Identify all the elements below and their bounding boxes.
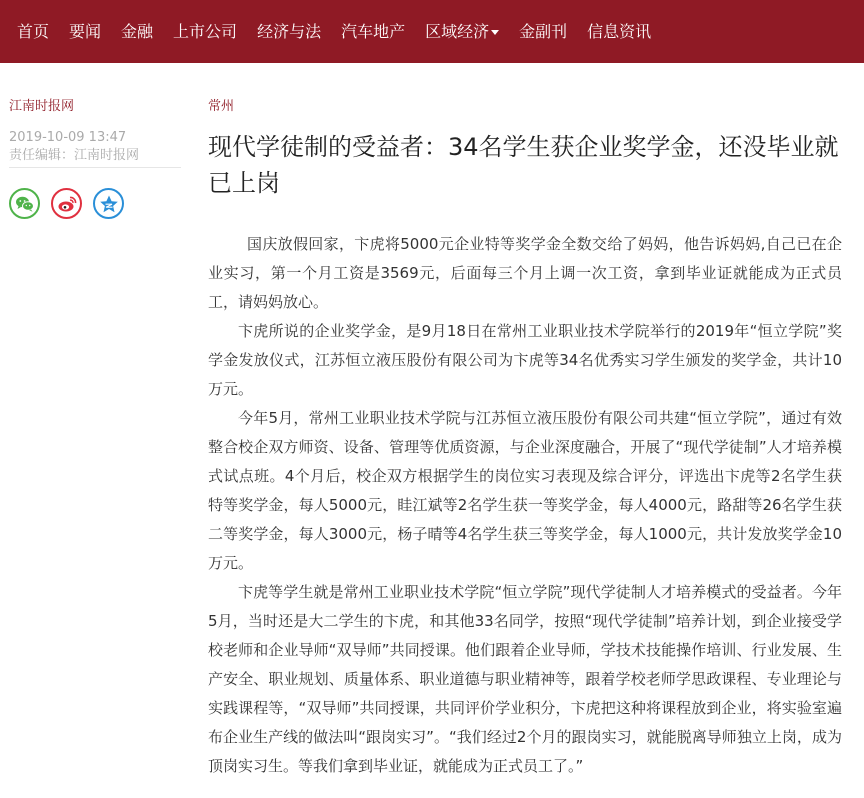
qzone-share-button[interactable] (93, 188, 124, 219)
nav-item-regional-economy[interactable] (425, 22, 499, 42)
article-body (208, 230, 842, 781)
weibo-icon (57, 195, 77, 213)
article-category-link[interactable]: 常州 (208, 99, 235, 114)
article-sidebar (9, 98, 181, 219)
wechat-share-button[interactable] (9, 188, 40, 219)
article-paragraph: 今年5月，常州工业职业技术学院与江苏恒立液压股份有限公司共建“恒立学院”，通过有效整合校企双方师资、设备、管理等优质资源，与企业深度融合，开展了“现代学徒制”人才培养模式试点班。4个月后，校企双方根据学生的岗位实习表现及综合评分，评选出卞虎等2名学生获特等奖学金，每人5000元，眭江斌等2名学生获一等奖学金，每人4000元，路甜等26名学生获二等奖学金，每人3000元，杨子晴等4名学生获三等奖学金，每人1000元，共计发放奖学金10万元。 (208, 409, 842, 572)
nav-item-home[interactable]: 首页 (17, 21, 50, 41)
article-paragraph: 卞虎等学生就是常州工业职业技术学院“恒立学院”现代学徒制人才培养模式的受益者。今年5月，当时还是大二学生的卞虎，和其他33名同学，按照“现代学徒制”培养计划，到企业接受学校老师和企业导师“双导师”共同授课。他们跟着企业导师，学技术技能操作培训、行业发展、生产安全、职业规划、质量体系、职业道德与职业精神等，跟着学校老师学思政课程、专业理论与实践课程等，“双导师”共同授课，共同评价学业积分，卞虎把这种将课程放到企业，将实验室遍布企业生产线的做法叫“跟岗实习”。“我们经过2个月的跟岗实习，就能脱离导师独立上岗，成为顶岗实习生。等我们拿到毕业证，就能成为正式员工了。” (208, 583, 842, 775)
nav-item-economy-law[interactable]: 经济与法 (257, 21, 322, 41)
article-content (208, 98, 842, 781)
article-paragraph: 国庆放假回家，卞虎将5000元企业特等奖学金全数交给了妈妈，他告诉妈妈,自己已在企业实习，第一个月工资是3569元，后面每三个月上调一次工资，拿到毕业证就能成为正式员工，请妈妈放心。 (208, 235, 842, 311)
wechat-icon (15, 195, 35, 213)
article-title: 现代学徒制的受益者：34名学生获企业奖学金，还没毕业就已上岗 (208, 133, 839, 197)
qzone-icon (99, 194, 119, 214)
nav-item-finance[interactable]: 金融 (121, 21, 154, 41)
nav-item-regional-economy-label: 区域经济 (425, 21, 490, 41)
source-link[interactable]: 江南时报网 (9, 99, 75, 114)
responsible-editor: 责任编辑：江南时报网 (9, 147, 181, 168)
nav-item-auto-realestate[interactable]: 汽车地产 (341, 21, 406, 41)
publish-date: 2019-10-09 13:47 (9, 130, 127, 145)
article-paragraph: 卞虎所说的企业奖学金，是9月18日在常州工业职业技术学院举行的2019年“恒立学院”奖学金发放仪式，江苏恒立液压股份有限公司为卞虎等34名优秀实习学生颁发的奖学金，共计10万元。 (208, 322, 842, 398)
nav-item-info[interactable]: 信息资讯 (587, 21, 652, 41)
nav-item-headlines[interactable]: 要闻 (69, 21, 102, 41)
caret-down-icon (491, 30, 499, 35)
share-buttons (9, 188, 181, 219)
weibo-share-button[interactable] (51, 188, 82, 219)
top-navigation-bar (0, 0, 864, 63)
nav-item-supplement[interactable]: 金副刊 (519, 21, 568, 41)
nav-item-listed-companies[interactable]: 上市公司 (173, 21, 238, 41)
